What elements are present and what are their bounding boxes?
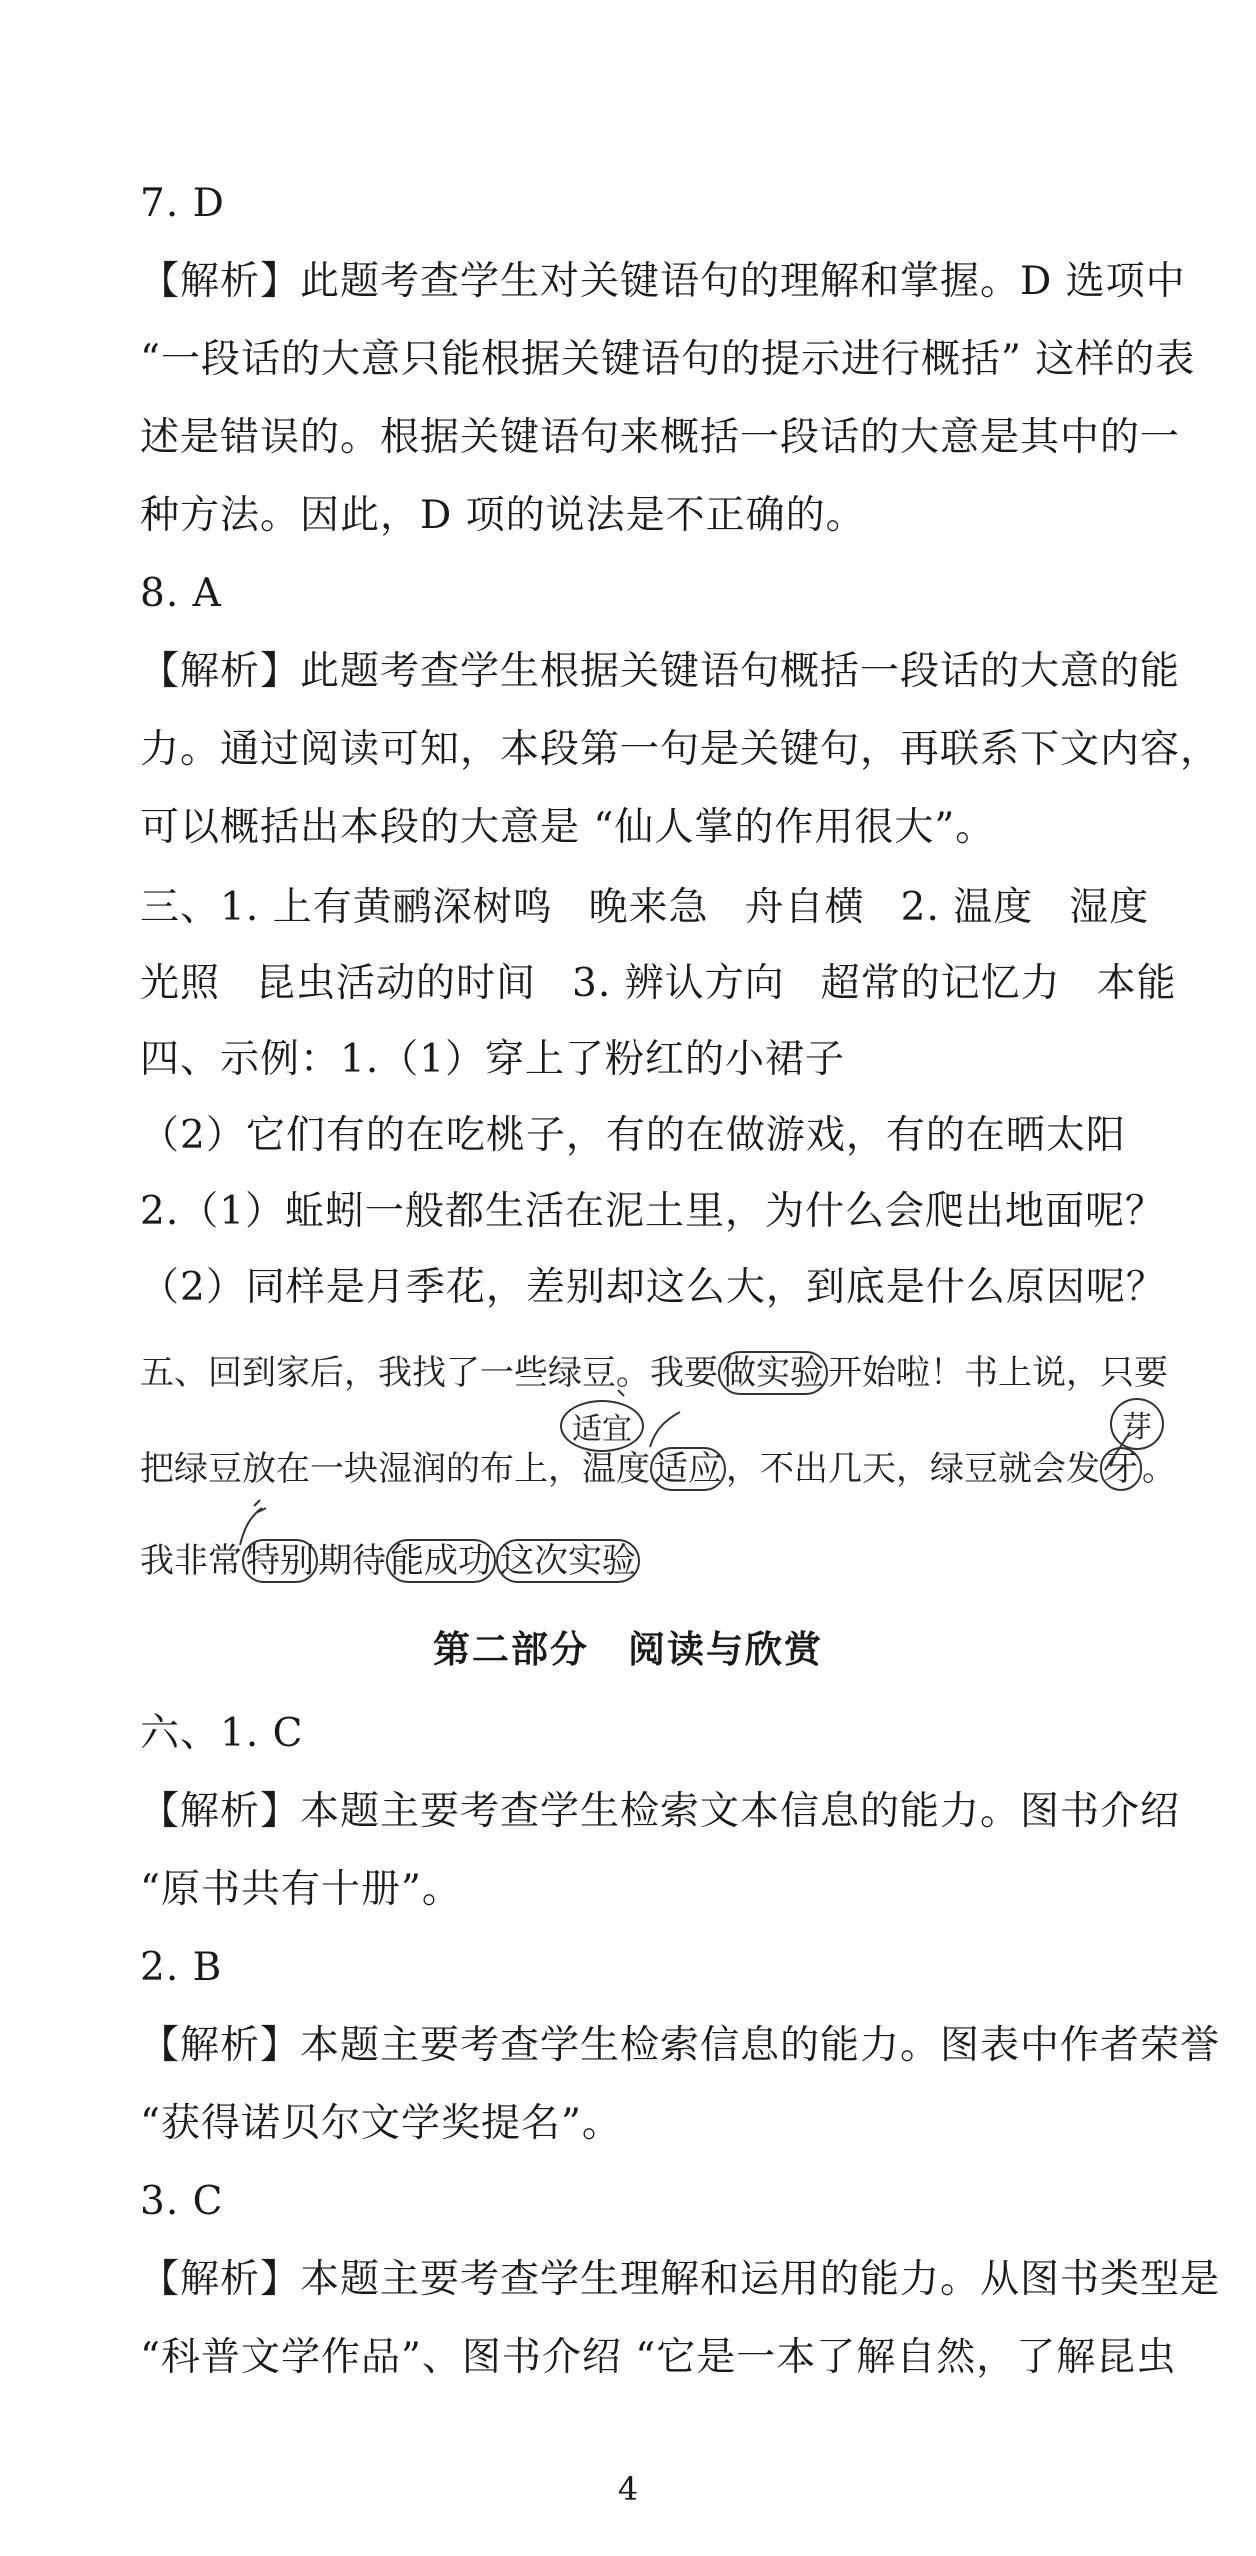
section-5-line-1 (140, 1348, 1168, 1398)
section-5-text: 开始 (828, 1353, 896, 1393)
answer-6-1: 六、1. C (140, 1711, 304, 1756)
section-5-text: 期待 (318, 1541, 386, 1581)
section-3-answer-10: 本能 (1096, 961, 1177, 1006)
circled-word: 适应 (650, 1447, 726, 1491)
section-5-text: 啦！书上说，只要 (896, 1353, 1168, 1393)
analysis-7-line-2: “一段话的大意只能根据关键语句的提示进行概括” 这样的表 (140, 337, 1196, 382)
section-3-answer-5: 湿度 (1069, 885, 1150, 930)
section-5-text: 。我要 (616, 1353, 718, 1393)
section-4-line-2: （2）它们有的在吃桃子，有的在做游戏，有的在晒太阳 (140, 1113, 1126, 1158)
section-5-text: 五、回到家后，我找了一些绿豆 (140, 1353, 616, 1393)
section-4-line-1: 四、示例：1.（1）穿上了粉红的小裙子 (140, 1037, 846, 1082)
analysis-6-2-line-2: “获得诺贝尔文学奖提名”。 (140, 2101, 622, 2146)
section-5-line-3 (140, 1536, 1140, 1586)
section-3-line-2 (140, 956, 1177, 1012)
answer-6-2: 2. B (140, 1945, 223, 1990)
section-5-text: 我非常 (140, 1541, 242, 1581)
section-3-answer-6: 光照 (140, 961, 221, 1006)
section-5-text: 。 (1142, 1449, 1176, 1489)
section-3-answer-8: 3. 辨认方向 (572, 961, 785, 1006)
section-3-answer-4: 2. 温度 (900, 885, 1034, 930)
circled-word: 能成功 (386, 1539, 496, 1583)
analysis-8-line-1: 【解析】此题考查学生根据关键语句概括一段话的大意的能 (140, 649, 1181, 694)
correction-note-2: 芽 (1110, 1398, 1164, 1450)
section-5-line-2 (140, 1444, 1176, 1494)
correction-note-1: 适宜 (560, 1400, 644, 1452)
section-title: 第二部分 阅读与欣赏 (433, 1628, 823, 1671)
analysis-6-3-line-1: 【解析】本题主要考查学生理解和运用的能力。从图书类型是 (140, 2257, 1221, 2302)
analysis-6-1-line-1: 【解析】本题主要考查学生检索文本信息的能力。图书介绍 (140, 1789, 1181, 1834)
analysis-6-3-line-2: “科普文学作品”、图书介绍 “它是一本了解自然，了解昆虫 (140, 2335, 1177, 2380)
section-3-answer-9: 超常的记忆力 (820, 961, 1061, 1006)
analysis-7-line-1: 【解析】此题考查学生对关键语句的理解和掌握。D 选项中 (140, 259, 1186, 304)
answer-7: 7. D (140, 181, 225, 226)
analysis-6-1-line-2: “原书共有十册”。 (140, 1867, 462, 1912)
circled-word: 牙 (1100, 1447, 1142, 1491)
section-4-line-4: （2）同样是月季花，差别却这么大，到底是什么原因呢？ (140, 1265, 1166, 1310)
section-5-text: ，不出几天，绿豆就会发 (726, 1449, 1100, 1489)
analysis-8-line-3: 可以概括出本段的大意是 “仙人掌的作用很大”。 (140, 805, 996, 850)
answer-6-3: 3. C (140, 2179, 224, 2224)
section-3-answer-7: 昆虫活动的时间 (256, 961, 537, 1006)
section-3-answer-1: 三、1. 上有黄鹂深树鸣 (140, 885, 553, 930)
correction-arrow (650, 1412, 680, 1447)
circled-word: 做实验 (718, 1351, 828, 1395)
section-4-line-3: 2.（1）蚯蚓一般都生活在泥土里，为什么会爬出地面呢？ (140, 1189, 1166, 1234)
answer-8: 8. A (140, 571, 222, 616)
circled-word: 这次实验 (496, 1539, 640, 1583)
circled-word: 特别 (242, 1539, 318, 1583)
section-5-text: 把绿豆放在一块湿润的布上，温度 (140, 1449, 650, 1489)
page-number: 4 (617, 2470, 639, 2508)
analysis-7-line-3: 述是错误的。根据关键语句来概括一段话的大意是其中的一 (140, 415, 1181, 460)
section-3-answer-2: 晚来急 (588, 885, 709, 930)
analysis-7-line-4: 种方法。因此，D 项的说法是不正确的。 (140, 493, 866, 538)
section-3-answer-3: 舟自横 (744, 885, 865, 930)
section-3-line-1 (140, 880, 1150, 936)
analysis-8-line-2: 力。通过阅读可知，本段第一句是关键句，再联系下文内容， (140, 727, 1221, 772)
analysis-6-2-line-1: 【解析】本题主要考查学生检索信息的能力。图表中作者荣誉 (140, 2023, 1221, 2068)
